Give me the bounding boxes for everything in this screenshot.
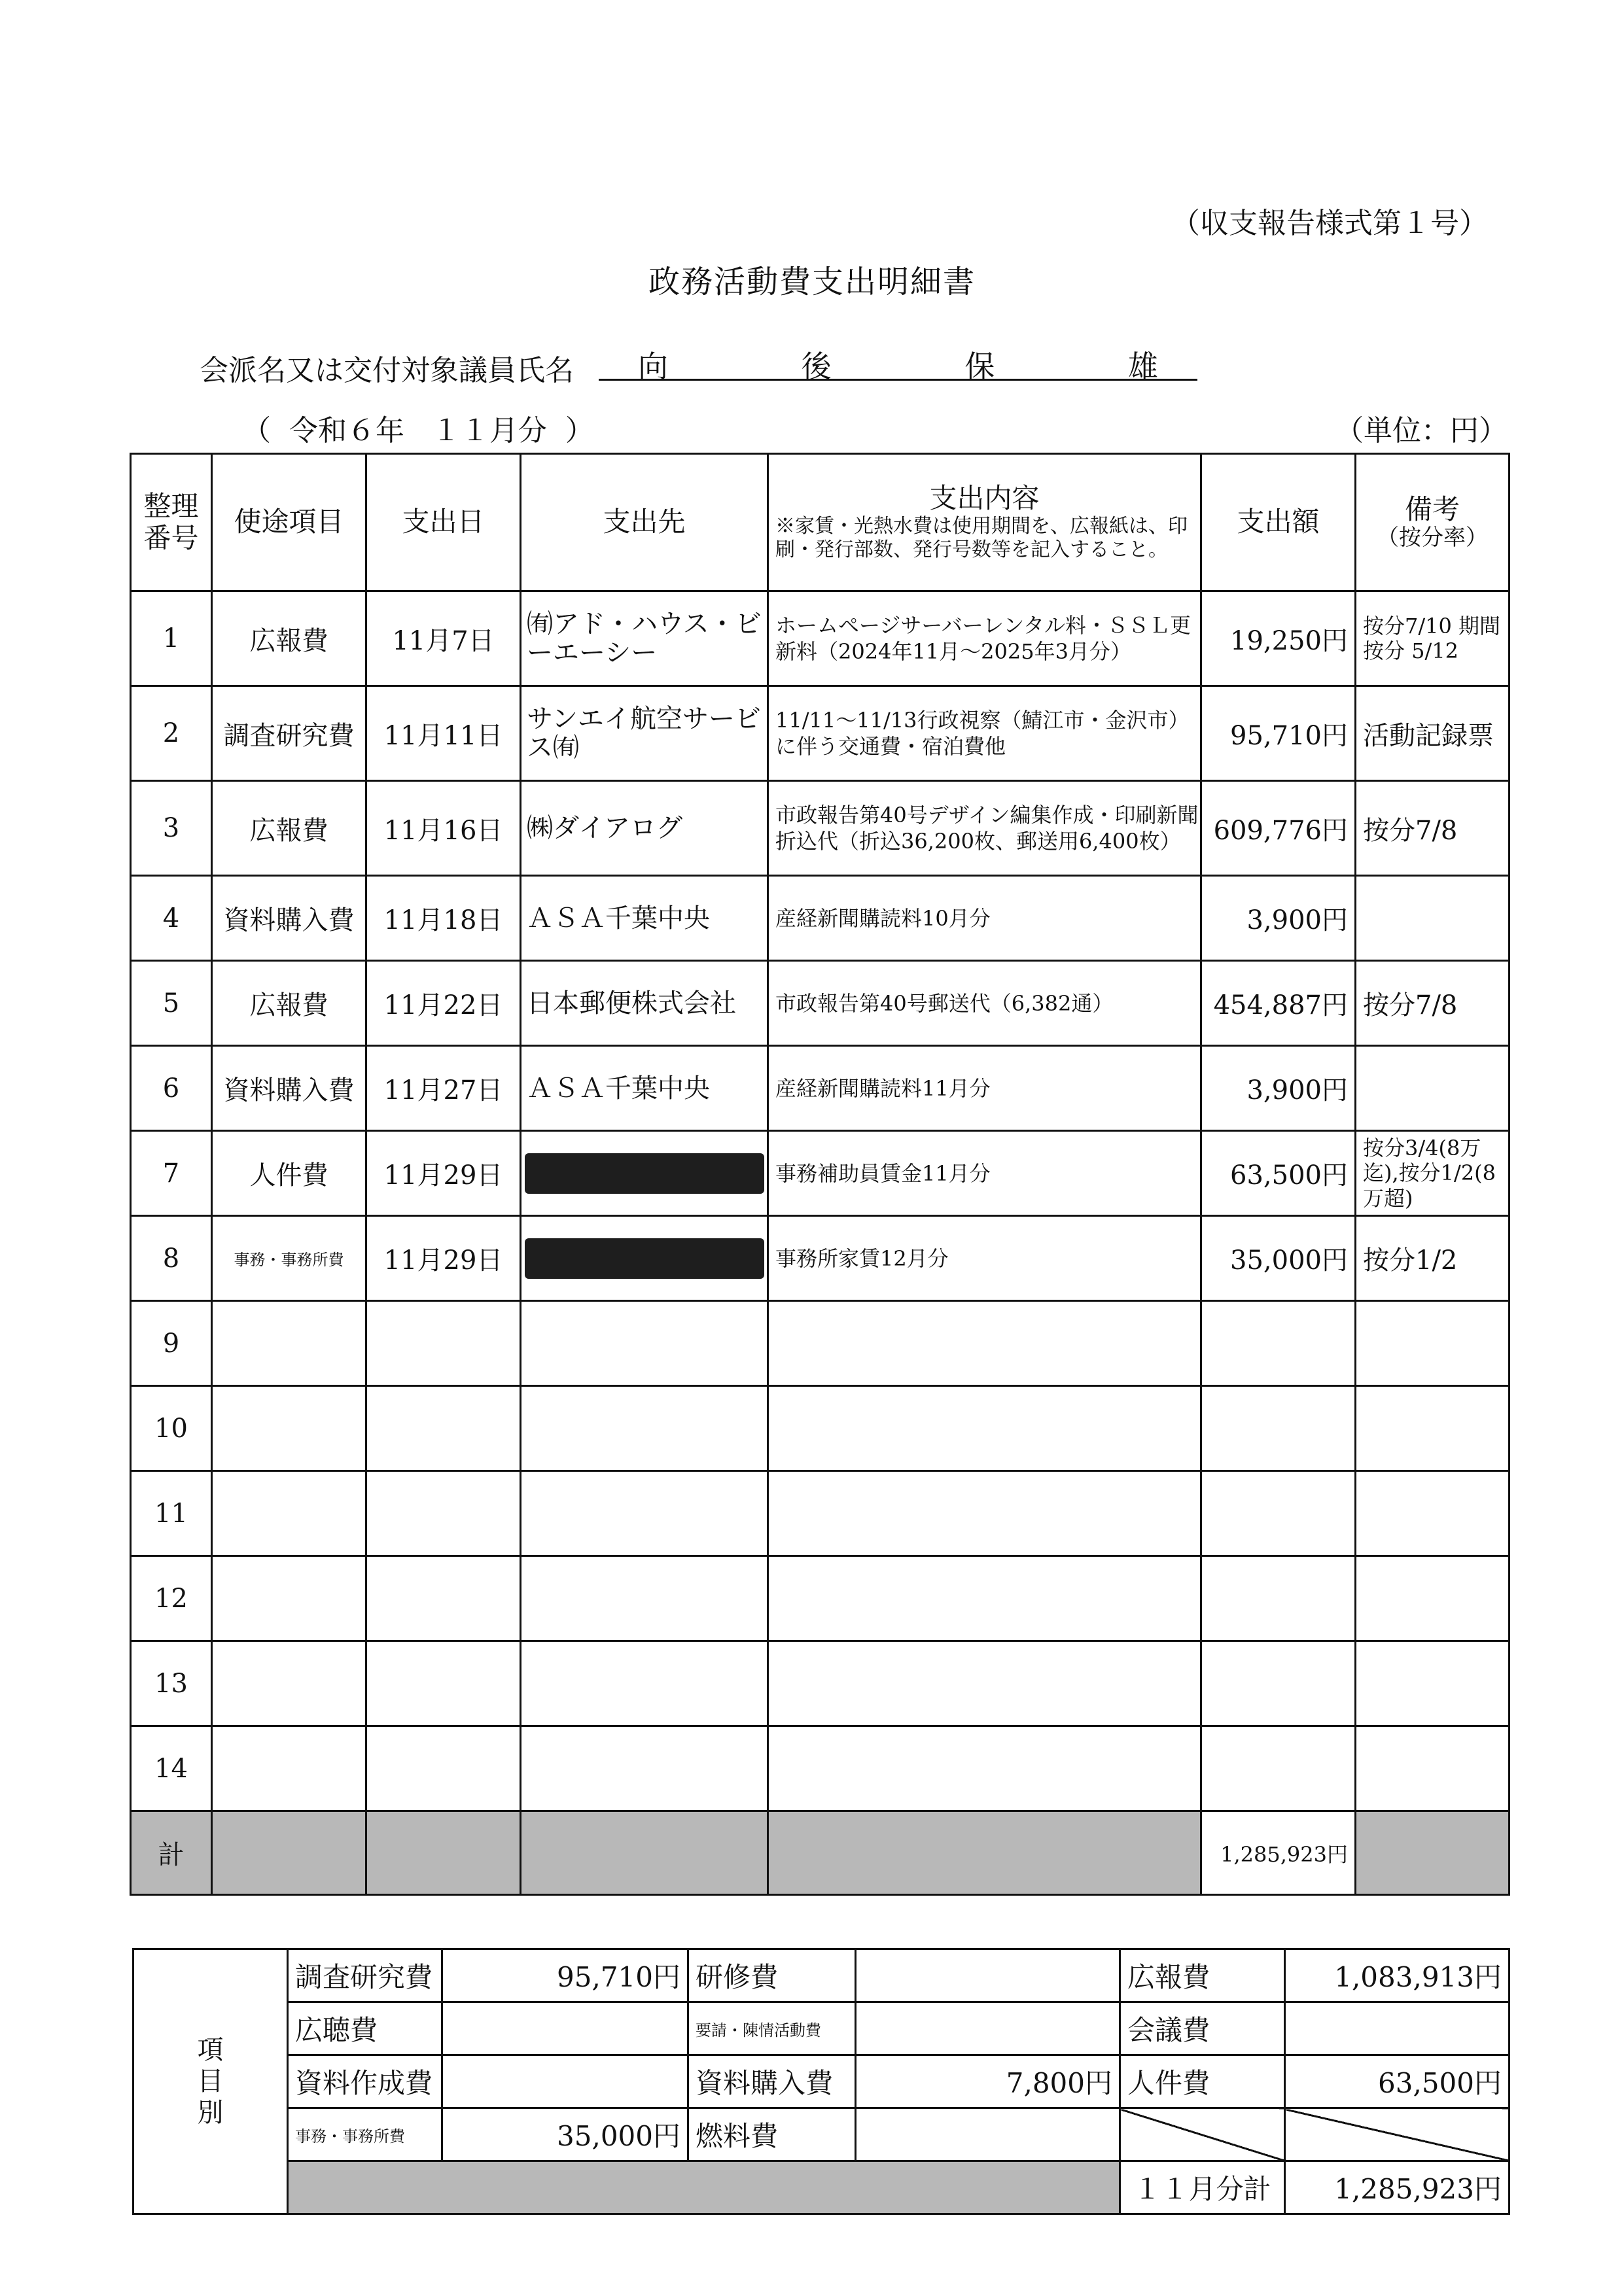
row-content [768,1556,1201,1641]
col-header-payee: 支出先 [521,454,768,591]
row-remarks [1356,1726,1509,1811]
col-header-no: 整理番号 [131,454,212,591]
row-date [366,1641,521,1726]
col-header-content-title: 支出内容 [929,482,1040,515]
row-no: 4 [131,876,212,961]
row-category [212,1726,366,1811]
row-amount: 35,000円 [1201,1216,1356,1301]
row-remarks: 按分7/8 [1356,781,1509,876]
summary-value-office: 35,000円 [442,2108,688,2161]
row-category: 広報費 [212,781,366,876]
row-amount [1201,1471,1356,1556]
summary-diagonal-cell [1120,2108,1285,2161]
row-remarks: 按分7/8 [1356,961,1509,1046]
row-content [768,1386,1201,1471]
summary-side-label: 項目別 [133,1949,288,2214]
row-category: 人件費 [212,1131,366,1216]
row-content: 事務補助員賃金11月分 [768,1131,1201,1216]
row-date: 11月11日 [366,686,521,781]
col-header-remarks [1356,454,1509,591]
row-category [212,1471,366,1556]
row-content [768,1641,1201,1726]
row-date: 11月16日 [366,781,521,876]
redaction-bar [525,1153,764,1194]
row-remarks [1356,1471,1509,1556]
row-remarks: 按分3/4(8万迄),按分1/2(8万超) [1356,1131,1509,1216]
row-category: 資料購入費 [212,876,366,961]
total-shaded-cell [1356,1811,1509,1895]
row-amount [1201,1641,1356,1726]
row-content: 11/11～11/13行政視察（鯖江市・金沢市）に伴う交通費・宿泊費他 [768,686,1201,781]
col-header-remarks-title: 備考 [1404,493,1460,525]
total-shaded-cell [212,1811,366,1895]
row-content [768,1726,1201,1811]
row-date: 11月27日 [366,1046,521,1131]
row-amount: 63,500円 [1201,1131,1356,1216]
row-content: 産経新聞購読料10月分 [768,876,1201,961]
row-remarks: 活動記録票 [1356,686,1509,781]
summary-value-pr: 1,083,913円 [1285,1949,1509,2002]
row-remarks [1356,1046,1509,1131]
row-no: 6 [131,1046,212,1131]
row-amount: 95,710円 [1201,686,1356,781]
table-row [131,1301,1509,1386]
redaction-bar [525,1238,764,1279]
row-category: 広報費 [212,591,366,686]
summary-value-month-total: 1,285,923円 [1285,2161,1509,2214]
row-content: 市政報告第40号郵送代（6,382通） [768,961,1201,1046]
row-date [366,1386,521,1471]
row-category [212,1386,366,1471]
unit-label: （単位：円） [1335,414,1508,447]
period: （ 令和６年 １１月分 ） [242,414,594,447]
col-header-category: 使途項目 [212,454,366,591]
summary-value-material-buy: 7,800円 [856,2055,1120,2108]
total-amount: 1,285,923円 [1201,1811,1356,1895]
row-remarks: 按分7/10 期間按分 5/12 [1356,591,1509,686]
row-no: 14 [131,1726,212,1811]
table-row [131,781,1509,876]
col-header-remarks-sub: （按分率） [1377,525,1488,551]
row-content: 事務所家賃12月分 [768,1216,1201,1301]
row-no: 13 [131,1641,212,1726]
form-code: （収支報告様式第１号） [1171,207,1488,240]
summary-label-personnel: 人件費 [1120,2055,1285,2108]
row-date [366,1301,521,1386]
summary-value-fuel [856,2108,1120,2161]
col-header-date: 支出日 [366,454,521,591]
row-date [366,1471,521,1556]
row-payee: ㈱ダイアログ [521,781,768,876]
row-category: 調査研究費 [212,686,366,781]
row-date: 11月18日 [366,876,521,961]
summary-label-fuel: 燃料費 [688,2108,856,2161]
row-payee: サンエイ航空サービス㈲ [521,686,768,781]
row-remarks [1356,1301,1509,1386]
row-category [212,1301,366,1386]
table-row [131,591,1509,686]
row-amount [1201,1556,1356,1641]
row-no: 2 [131,686,212,781]
row-payee [521,1216,768,1301]
member-name-char: 向 [638,349,668,384]
total-label: 計 [131,1811,212,1895]
table-row [131,1386,1509,1471]
table-row [131,1641,1509,1726]
member-name-char: 後 [801,349,832,384]
row-category: 事務・事務所費 [212,1216,366,1301]
row-no: 11 [131,1471,212,1556]
table-row [131,961,1509,1046]
row-payee [521,1131,768,1216]
row-date [366,1556,521,1641]
row-amount: 609,776円 [1201,781,1356,876]
row-no: 5 [131,961,212,1046]
table-row [131,1131,1509,1216]
member-name-char: 保 [964,349,995,384]
row-category: 広報費 [212,961,366,1046]
row-category: 資料購入費 [212,1046,366,1131]
row-date [366,1726,521,1811]
summary-value-personnel: 63,500円 [1285,2055,1509,2108]
col-header-amount: 支出額 [1201,454,1356,591]
row-amount: 454,887円 [1201,961,1356,1046]
row-amount [1201,1301,1356,1386]
table-row [131,1216,1509,1301]
summary-value-petition [856,2002,1120,2055]
row-category [212,1556,366,1641]
summary-label-petition: 要請・陳情活動費 [688,2002,856,2055]
row-date: 11月22日 [366,961,521,1046]
summary-label-month-total: １１月分計 [1120,2161,1285,2214]
row-payee: ㈲アド・ハウス・ビーエーシー [521,591,768,686]
summary-label-pr: 広報費 [1120,1949,1285,2002]
row-amount [1201,1386,1356,1471]
col-header-content [768,454,1201,591]
row-no: 8 [131,1216,212,1301]
summary-label-material-buy: 資料購入費 [688,2055,856,2108]
row-date: 11月7日 [366,591,521,686]
row-no: 3 [131,781,212,876]
row-no: 1 [131,591,212,686]
table-row [131,1046,1509,1131]
summary-label-meeting: 会議費 [1120,2002,1285,2055]
row-content: 産経新聞購読料11月分 [768,1046,1201,1131]
total-shaded-cell [768,1811,1201,1895]
table-row [131,1726,1509,1811]
col-header-content-note: ※家賃・光熱水費は使用期間を、広報紙は、印刷・発行部数、発行号数等を記入すること。 [775,514,1188,561]
row-remarks [1356,1641,1509,1726]
document-title: 政務活動費支出明細書 [648,264,976,300]
expense-table [130,453,1510,1896]
summary-label-material-create: 資料作成費 [288,2055,442,2108]
summary-label-training: 研修費 [688,1949,856,2002]
table-row [131,1556,1509,1641]
row-payee: ＡＳＡ千葉中央 [521,876,768,961]
summary-label-research: 調査研究費 [288,1949,442,2002]
summary-value-meeting [1285,2002,1509,2055]
row-payee [521,1301,768,1386]
row-payee [521,1726,768,1811]
row-content [768,1471,1201,1556]
row-amount [1201,1726,1356,1811]
summary-label-hearing: 広聴費 [288,2002,442,2055]
table-row [131,1471,1509,1556]
summary-value-training [856,1949,1120,2002]
row-date: 11月29日 [366,1131,521,1216]
row-payee [521,1386,768,1471]
row-payee [521,1641,768,1726]
row-amount: 19,250円 [1201,591,1356,686]
summary-value-hearing [442,2002,688,2055]
row-no: 10 [131,1386,212,1471]
summary-shaded-cell [288,2161,1120,2214]
row-payee [521,1471,768,1556]
summary-diagonal-cell [1285,2108,1509,2161]
summary-label-office: 事務・事務所費 [288,2108,442,2161]
row-no: 7 [131,1131,212,1216]
row-payee: ＡＳＡ千葉中央 [521,1046,768,1131]
row-no: 12 [131,1556,212,1641]
row-date: 11月29日 [366,1216,521,1301]
table-row [131,686,1509,781]
table-row [131,876,1509,961]
row-remarks [1356,1386,1509,1471]
total-shaded-cell [521,1811,768,1895]
row-amount: 3,900円 [1201,876,1356,961]
member-label: 会派名又は交付対象議員氏名 [200,354,574,387]
row-content: ホームページサーバーレンタル料・ＳＳＬ更新料（2024年11月～2025年3月分） [768,591,1201,686]
summary-value-material-create [442,2055,688,2108]
row-content: 市政報告第40号デザイン編集作成・印刷新聞折込代（折込36,200枚、郵送用6,400枚） [768,781,1201,876]
member-name-char: 雄 [1127,349,1158,384]
summary-value-research: 95,710円 [442,1949,688,2002]
row-remarks: 按分1/2 [1356,1216,1509,1301]
summary-table [132,1948,1510,2215]
row-content [768,1301,1201,1386]
row-payee [521,1556,768,1641]
row-category [212,1641,366,1726]
row-amount: 3,900円 [1201,1046,1356,1131]
member-name [599,343,1197,384]
row-remarks [1356,1556,1509,1641]
row-payee: 日本郵便株式会社 [521,961,768,1046]
row-remarks [1356,876,1509,961]
total-shaded-cell [366,1811,521,1895]
row-no: 9 [131,1301,212,1386]
